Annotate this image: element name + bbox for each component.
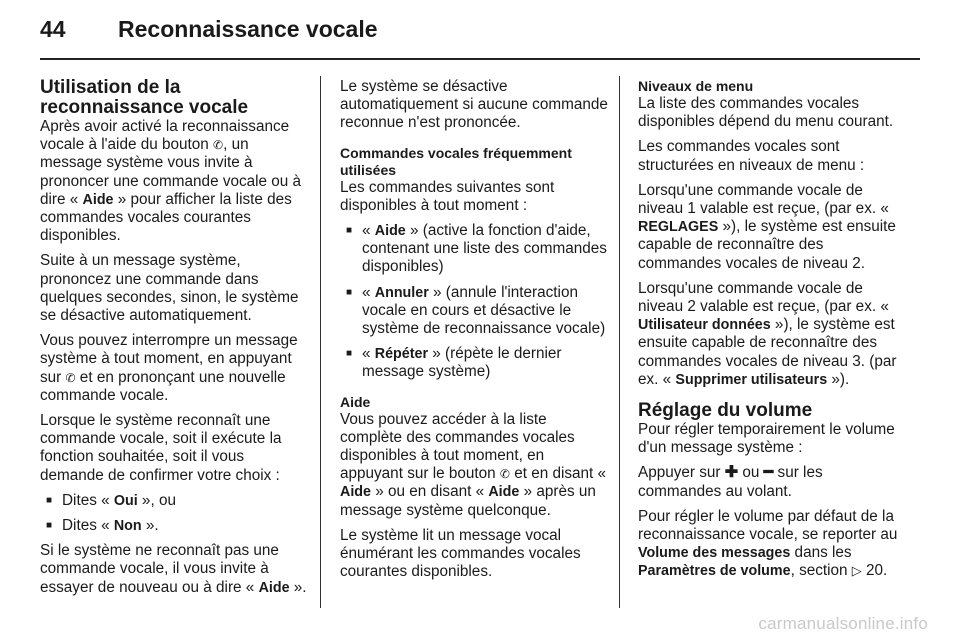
column-3: [638, 78, 906, 588]
voice-button-icon: ✆: [65, 370, 76, 385]
page-reference-arrow-icon: ▷: [851, 563, 862, 579]
list-item: ■ Dites « Non ».: [40, 517, 310, 535]
watermark: carmanualsonline.info: [758, 614, 928, 633]
paragraph: La liste des commandes vocales disponibles dépend du menu courant.: [638, 95, 894, 131]
paragraph: Les commandes suivantes sont disponibles à tout moment :: [340, 178, 555, 214]
paragraph: Le système se désactive automatiquement si aucune commande reconnue n'est prononcée.: [340, 78, 608, 132]
paragraph: Lorsqu'une commande vocale de niveau 2 valable est reçue, (par ex. « Utilisateur données »), le système est ensuite capable de reconnaître des commandes vocales de niveau 3. (par ex. « Supprimer utilisateurs »).: [638, 279, 897, 388]
page-reference[interactable]: 20.: [866, 562, 888, 580]
minus-icon: ━: [763, 464, 774, 482]
section-heading-common-commands: Commandes vocales fréquemment utilisées: [340, 144, 572, 178]
paragraph: Les commandes vocales sont structurées en niveaux de menu :: [638, 138, 865, 174]
header-divider: [40, 58, 920, 60]
paragraph: Si le système ne reconnaît pas une commande vocale, il vous invite à essayer de nouveau ou à dire « Aide ».: [40, 542, 307, 596]
paragraph: Vous pouvez interrompre un message système à tout moment, en appuyant sur ✆ et en prononçant une nouvelle commande vocale.: [40, 332, 298, 404]
bullet-list: [340, 222, 608, 382]
voice-button-icon: ✆: [499, 467, 510, 482]
paragraph: Pour régler le volume par défaut de la reconnaissance vocale, se reporter au Volume des messages dans les Paramètres de volume, section ▷ 20.: [638, 507, 898, 580]
paragraph: Après avoir activé la reconnaissance vocale à l'aide du bouton ✆, un message système vous invite à prononcer une commande vocale ou à dire « Aide » pour afficher la liste des commandes vocales courantes disponibles.: [40, 118, 302, 245]
plus-icon: ✚: [724, 464, 739, 482]
list-item: ■ « Répéter » (répète le dernier message système): [340, 345, 608, 381]
page-title: Reconnaissance vocale: [118, 16, 378, 42]
paragraph: Vous pouvez accéder à la liste complète des commandes vocales disponibles à tout moment, en appuyant sur le bouton ✆ et en disant « Aide » ou en disant « Aide » après un message système quelconque.: [340, 410, 607, 519]
page-header: [40, 16, 378, 56]
paragraph: Lorsque le système reconnaît une commande vocale, soit il exécute la fonction souhaitée, soit il vous demande de confirmer votre choix :: [40, 412, 282, 484]
column-2: [340, 78, 608, 588]
paragraph: Pour régler temporairement le volume d'un message système :: [638, 421, 895, 457]
column-divider-2: [619, 76, 620, 608]
list-item: ■ « Aide » (active la fonction d'aide, contenant une liste des commandes disponibles): [340, 222, 608, 277]
section-heading-help: Aide: [340, 393, 371, 410]
section-heading-menu-levels: Niveaux de menu: [638, 78, 754, 94]
column-divider-1: [320, 76, 321, 608]
section-heading-volume: Réglage du volume: [638, 400, 813, 422]
paragraph: Appuyer sur ✚ ou ━ sur les commandes au volant.: [638, 464, 823, 500]
page-number: 44: [40, 16, 66, 42]
column-1: [40, 78, 310, 604]
section-heading-usage: Utilisation de la reconnaissance vocale: [40, 77, 249, 118]
bullet-list: [40, 492, 310, 535]
voice-button-icon: ✆: [213, 138, 224, 153]
paragraph: Lorsqu'une commande vocale de niveau 1 valable est reçue, (par ex. « REGLAGES »), le système est ensuite capable de reconnaître des commandes vocales de niveau 2.: [638, 181, 896, 272]
list-item: ■ « Annuler » (annule l'interaction vocale en cours et désactive le système de reconnaissance vocale): [340, 284, 608, 339]
paragraph: Suite à un message système, prononcez une commande dans quelques secondes, sinon, le système se désactive automatiquement.: [40, 252, 299, 325]
list-item: ■ Dites « Oui », ou: [40, 492, 310, 510]
paragraph: Le système lit un message vocal énumérant les commandes vocales courantes disponibles.: [340, 526, 581, 581]
